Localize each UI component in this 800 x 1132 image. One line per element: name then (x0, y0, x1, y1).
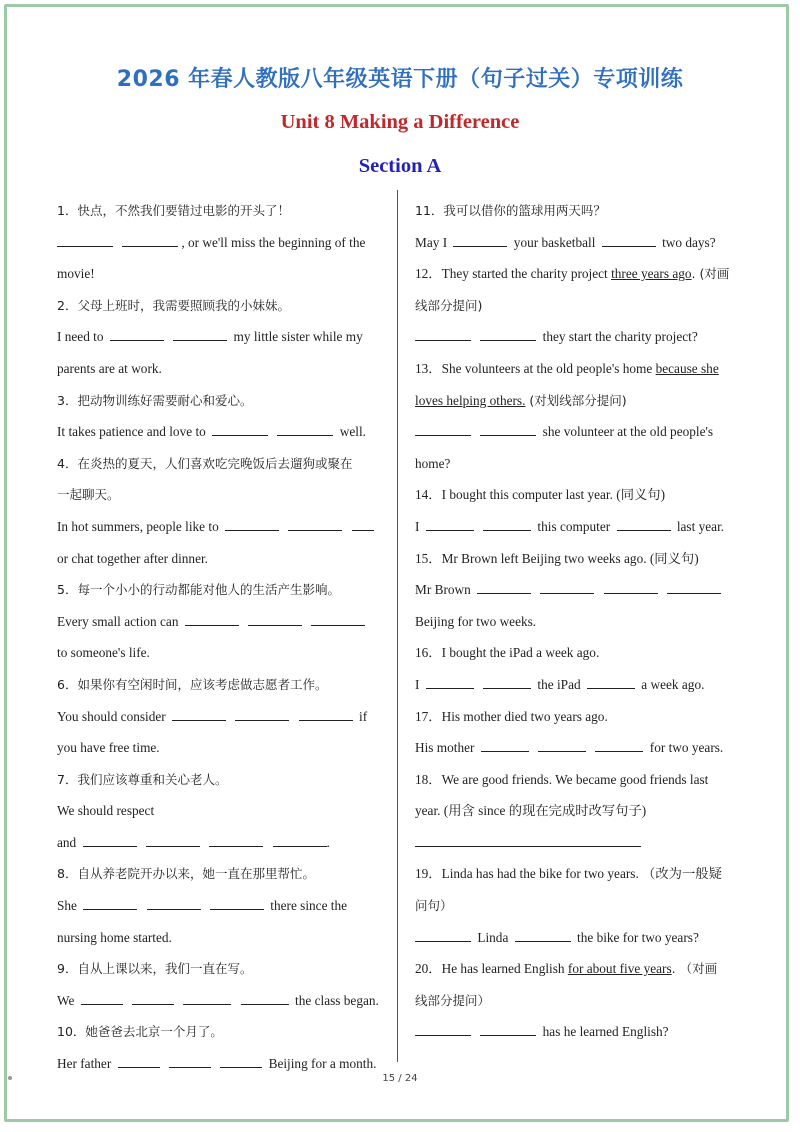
question-13-answer: she volunteer at the old people's (415, 416, 745, 448)
answer-blank[interactable] (483, 675, 531, 689)
question-18-prompt-cont: year. (用含 since 的现在完成时改写句子) (415, 803, 647, 819)
answer-blank[interactable] (617, 517, 671, 531)
answer-blank[interactable] (426, 517, 474, 531)
answer-blank[interactable] (415, 327, 471, 341)
underlined-part: three years ago (611, 266, 692, 282)
answer-blank[interactable] (81, 991, 123, 1005)
answer-blank[interactable] (169, 1054, 211, 1068)
question-14-answer: I this computer last year. (415, 518, 725, 534)
answer-blank[interactable] (57, 233, 113, 247)
question-10-english: Her father Beijing for a month. (57, 1056, 377, 1072)
question-15-answer: Mr Brown (415, 574, 745, 606)
question-17-prompt: 17．His mother died two years ago. (415, 708, 608, 724)
underlined-part: for about five years (567, 961, 672, 977)
underlined-part: loves helping others. (415, 392, 526, 408)
answer-blank[interactable] (183, 991, 231, 1005)
answer-blank[interactable] (604, 580, 658, 594)
answer-blank[interactable] (415, 833, 641, 847)
answer-blank[interactable] (540, 580, 594, 594)
answer-blank[interactable] (83, 896, 137, 910)
question-11-chinese: 11．我可以借你的篮球用两天吗？ (415, 203, 606, 218)
question-8-english: She there since the (57, 898, 348, 914)
answer-blank[interactable] (220, 1054, 262, 1068)
column-divider (397, 190, 398, 1062)
answer-blank[interactable] (477, 580, 531, 594)
question-3-english: It takes patience and love to well. (57, 424, 366, 440)
answer-blank[interactable] (426, 675, 474, 689)
question-16-answer: I the iPad a week ago. (415, 676, 705, 692)
question-5-chinese: 5．每一个小小的行动都能对他人的生活产生影响。 (57, 582, 340, 598)
answer-blank[interactable] (538, 738, 586, 752)
question-7-english: We should respect (57, 803, 155, 819)
question-18-answer (415, 827, 745, 859)
question-5-english: Every small action can (57, 606, 387, 638)
question-5-english-cont: to someone's life. (57, 645, 150, 661)
answer-blank[interactable] (311, 612, 365, 626)
answer-blank[interactable] (587, 675, 635, 689)
answer-blank[interactable] (288, 517, 342, 531)
question-11-english: May I your basketball two days? (415, 234, 716, 250)
right-column (415, 195, 745, 1048)
answer-blank[interactable] (212, 422, 268, 436)
unit-heading: Unit 8 Making a Difference (280, 111, 520, 133)
answer-blank[interactable] (277, 422, 333, 436)
answer-blank[interactable] (132, 991, 174, 1005)
question-17-answer: His mother for two years. (415, 740, 724, 756)
answer-blank[interactable] (173, 327, 227, 341)
answer-blank[interactable] (515, 928, 571, 942)
question-12-prompt-cont: 线部分提问) (415, 297, 483, 313)
question-1-english-cont: movie! (57, 266, 95, 282)
answer-blank[interactable] (235, 707, 289, 721)
question-1-english: , or we'll miss the beginning of the (57, 227, 387, 259)
question-6-english-cont: you have free time. (57, 740, 160, 756)
answer-blank[interactable] (185, 612, 239, 626)
answer-blank[interactable] (209, 833, 263, 847)
answer-blank[interactable] (667, 580, 721, 594)
answer-blank[interactable] (595, 738, 643, 752)
answer-blank[interactable] (415, 422, 471, 436)
question-19-prompt-cont: 问句） (415, 898, 453, 914)
question-4-chinese-cont: 一起聊天。 (57, 487, 120, 503)
question-4-english-cont: or chat together after dinner. (57, 550, 208, 566)
question-12-answer: they start the charity project? (415, 321, 745, 353)
question-15-prompt: 15．Mr Brown left Beijing two weeks ago. (同义句) (415, 550, 699, 566)
answer-blank[interactable] (299, 707, 353, 721)
answer-blank[interactable] (110, 327, 164, 341)
answer-blank[interactable] (118, 1054, 160, 1068)
answer-blank[interactable] (241, 991, 289, 1005)
question-7-english-cont: and . (57, 834, 330, 850)
answer-blank[interactable] (480, 422, 536, 436)
question-8-chinese: 8．自从养老院开办以来，她一直在那里帮忙。 (57, 866, 315, 882)
question-9-english: We the class began. (57, 992, 379, 1008)
question-19-prompt: 19．Linda has had the bike for two years. （改为一般疑 (415, 866, 722, 882)
question-15-answer-cont: Beijing for two weeks. (415, 613, 537, 629)
question-2-english: I need to my little sister while my (57, 329, 363, 345)
answer-blank[interactable] (147, 896, 201, 910)
question-13-answer-cont: home? (415, 455, 451, 471)
answer-blank[interactable] (225, 517, 279, 531)
answer-blank[interactable] (352, 517, 374, 531)
question-2-chinese: 2．父母上班时，我需要照顾我的小妹妹。 (57, 297, 290, 313)
question-6-chinese: 6．如果你有空闲时间，应该考虑做志愿者工作。 (57, 676, 328, 692)
question-1-chinese: 1．快点，不然我们要错过电影的开头了！ (57, 203, 290, 218)
question-7-chinese: 7．我们应该尊重和关心老人。 (57, 771, 228, 787)
question-19-answer: Linda the bike for two years? (415, 922, 745, 954)
left-column (57, 195, 387, 1080)
question-14-prompt: 14．I bought this computer last year. (同义句) (415, 487, 666, 503)
answer-blank[interactable] (453, 233, 507, 247)
answer-blank[interactable] (273, 833, 327, 847)
question-4-chinese: 4．在炎热的夏天，人们喜欢吃完晚饭后去遛狗或聚在 (57, 455, 353, 471)
question-16-prompt: 16．I bought the iPad a week ago. (415, 645, 600, 661)
answer-blank[interactable] (415, 1022, 471, 1036)
answer-blank[interactable] (210, 896, 264, 910)
question-2-english-cont: parents are at work. (57, 360, 162, 376)
answer-blank[interactable] (146, 833, 200, 847)
page-number: 15 / 24 (382, 1073, 418, 1084)
answer-blank[interactable] (480, 327, 536, 341)
question-18-prompt: 18．We are good friends. We became good friends last (415, 771, 709, 787)
question-8-english-cont: nursing home started. (57, 929, 172, 945)
answer-blank[interactable] (483, 517, 531, 531)
answer-blank[interactable] (83, 833, 137, 847)
question-13-prompt: 13．She volunteers at the old people's home because she (415, 360, 719, 376)
question-9-chinese: 9．自从上课以来，我们一直在写。 (57, 961, 253, 977)
question-6-english: You should consider if (57, 708, 368, 724)
answer-blank[interactable] (122, 233, 178, 247)
answer-blank[interactable] (480, 1022, 536, 1036)
question-10-chinese: 10．她爸爸去北京一个月了。 (57, 1024, 223, 1040)
section-heading: Section A (358, 155, 442, 177)
answer-blank[interactable] (172, 707, 226, 721)
answer-blank[interactable] (248, 612, 302, 626)
question-13-prompt-cont: loves helping others. (对划线部分提问) (415, 392, 627, 408)
question-12-prompt: 12．They started the charity project three years ago. (对画 (415, 266, 730, 282)
question-20-prompt-cont: 线部分提问） (415, 992, 491, 1008)
question-3-chinese: 3．把动物训练好需要耐心和爱心。 (57, 392, 253, 408)
question-4-english: In hot summers, people like to (57, 511, 387, 543)
underlined-part: because she (655, 360, 719, 376)
question-20-answer: has he learned English? (415, 1016, 745, 1048)
question-20-prompt: 20．He has learned English for about five years. （对画 (415, 961, 718, 977)
answer-blank[interactable] (481, 738, 529, 752)
document-title: 2026 年春人教版八年级英语下册（句子过关）专项训练 (116, 67, 684, 92)
answer-blank[interactable] (602, 233, 656, 247)
answer-blank[interactable] (415, 928, 471, 942)
